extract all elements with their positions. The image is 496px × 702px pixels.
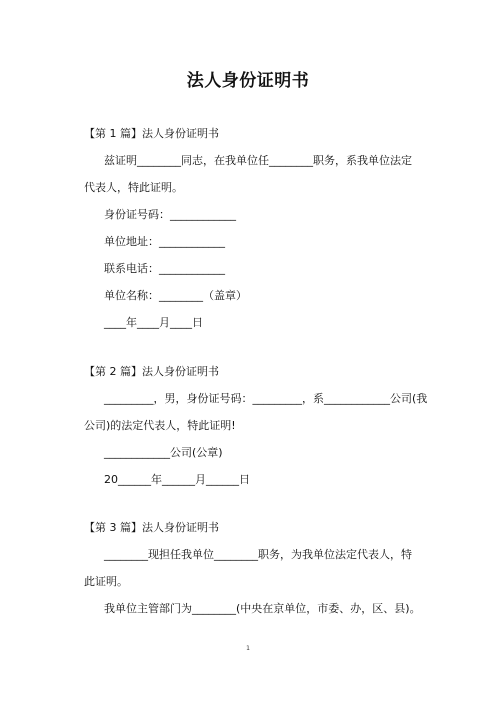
section-2-line-2: 公司)的法定代表人，特此证明! bbox=[84, 419, 236, 432]
section-1-id-number: 身份证号码：____________ bbox=[104, 208, 236, 221]
section-1-unit-name: 单位名称：________（盖章） bbox=[104, 289, 247, 302]
section-2-line-1: _________，男，身份证号码：_________，系____________公司(我 bbox=[104, 392, 428, 405]
section-3-line-2: 此证明。 bbox=[84, 575, 128, 588]
section-2-date: 20______年______月______日 bbox=[104, 473, 250, 486]
section-3-line-1: ________现担任我单位________职务，为我单位法定代表人，特 bbox=[104, 548, 412, 561]
document-title: 法人身份证明书 bbox=[186, 71, 310, 91]
section-1-line-1: 兹证明________同志，在我单位任________职务，系我单位法定 bbox=[104, 154, 412, 167]
page-number: 1 bbox=[246, 645, 250, 652]
section-2-company-seal: ____________公司(公章) bbox=[104, 446, 223, 459]
section-1-address: 单位地址：____________ bbox=[104, 235, 225, 248]
section-1-heading: 【第 1 篇】法人身份证明书 bbox=[84, 127, 219, 140]
section-1-phone: 联系电话：____________ bbox=[104, 262, 225, 275]
section-2-heading: 【第 2 篇】法人身份证明书 bbox=[84, 365, 219, 378]
section-1-line-2: 代表人，特此证明。 bbox=[84, 181, 183, 194]
section-3-heading: 【第 3 篇】法人身份证明书 bbox=[84, 521, 219, 534]
section-3-line-3: 我单位主管部门为________(中央在京单位，市委、办，区、县)。 bbox=[104, 602, 421, 615]
section-1-date: ____年____月____日 bbox=[104, 316, 203, 329]
